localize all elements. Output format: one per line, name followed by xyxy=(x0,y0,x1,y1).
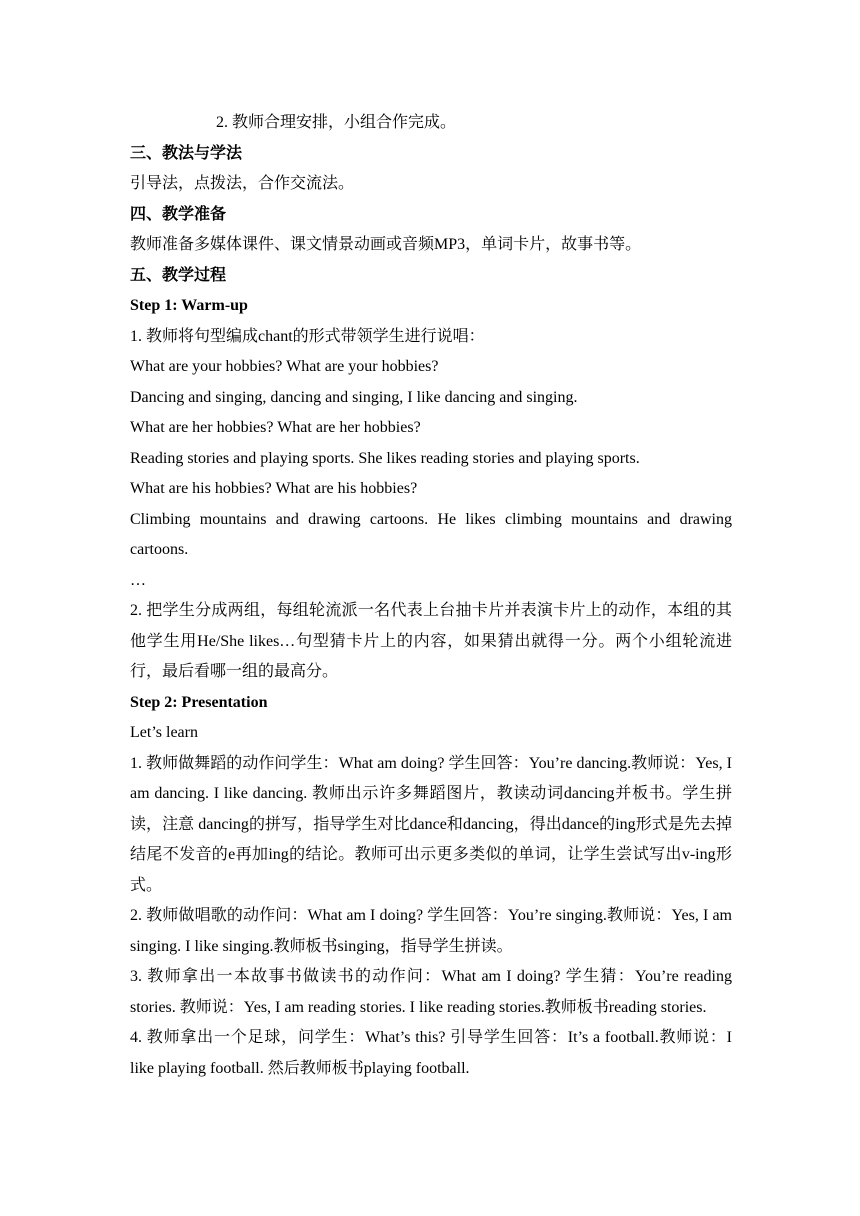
section-heading: 四、教学准备 xyxy=(130,205,227,223)
paragraph: 2. 教师做唱歌的动作问：What am I doing? 学生回答：You’re singing.教师说：Yes, I am singing. I like singing.教师板书singing，指导学生拼读。 xyxy=(130,907,732,955)
section-heading: 五、教学过程 xyxy=(130,266,227,284)
text-line: 1. 教师将句型编成chant的形式带领学生进行说唱： xyxy=(130,327,485,345)
step-heading: Step 1: Warm-up xyxy=(130,297,248,314)
text-line: 教师准备多媒体课件、课文情景动画或音频MP3，单词卡片，故事书等。 xyxy=(130,236,642,253)
paragraph: 1. 教师做舞蹈的动作问学生：What am doing? 学生回答：You’re dancing.教师说：Yes, I am dancing. I like dancing. 教师出示许多舞蹈图片，教读动词dancing并板书。学生拼读，注意 dancing的拼写，指导学生对比dance和dancing，得出dance的ing形式是先去掉结尾不发音的e再加ing的结论。教师可出示更多类似的单词，让学生尝试写出v-ing形式。 xyxy=(130,754,732,894)
text-line: Dancing and singing, dancing and singing, I like dancing and singing. xyxy=(130,388,578,406)
ellipsis-line: … xyxy=(130,571,146,589)
document-page xyxy=(130,108,732,1084)
paragraph: Climbing mountains and drawing cartoons. He likes climbing mountains and drawing cartoons. xyxy=(130,510,732,558)
paragraph: 2. 把学生分成两组，每组轮流派一名代表上台抽卡片并表演卡片上的动作，本组的其他学生用He/She likes…句型猜卡片上的内容，如果猜出就得一分。两个小组轮流进行，最后看哪一组的最高分。 xyxy=(130,602,732,680)
paragraph: 4. 教师拿出一个足球，问学生：What’s this? 引导学生回答：It’s a football.教师说：I like playing football. 然后教师板书playing football. xyxy=(130,1029,732,1077)
text-line: 引导法，点拨法，合作交流法。 xyxy=(130,175,355,192)
text-line: What are your hobbies? What are your hobbies? xyxy=(130,358,439,375)
section-heading: 三、教法与学法 xyxy=(130,144,243,162)
subheading: Let’s learn xyxy=(130,724,198,741)
text-line: What are her hobbies? What are her hobbies? xyxy=(130,419,421,436)
text-line: What are his hobbies? What are his hobbies? xyxy=(130,480,418,497)
step-heading: Step 2: Presentation xyxy=(130,693,268,711)
text-line: 2. 教师合理安排，小组合作完成。 xyxy=(216,114,457,131)
paragraph: 3. 教师拿出一本故事书做读书的动作问：What am I doing? 学生猜：You’re reading stories. 教师说：Yes, I am reading stories. I like reading stories.教师板书reading stories. xyxy=(130,968,732,1016)
text-line: Reading stories and playing sports. She likes reading stories and playing sports. xyxy=(130,449,640,467)
